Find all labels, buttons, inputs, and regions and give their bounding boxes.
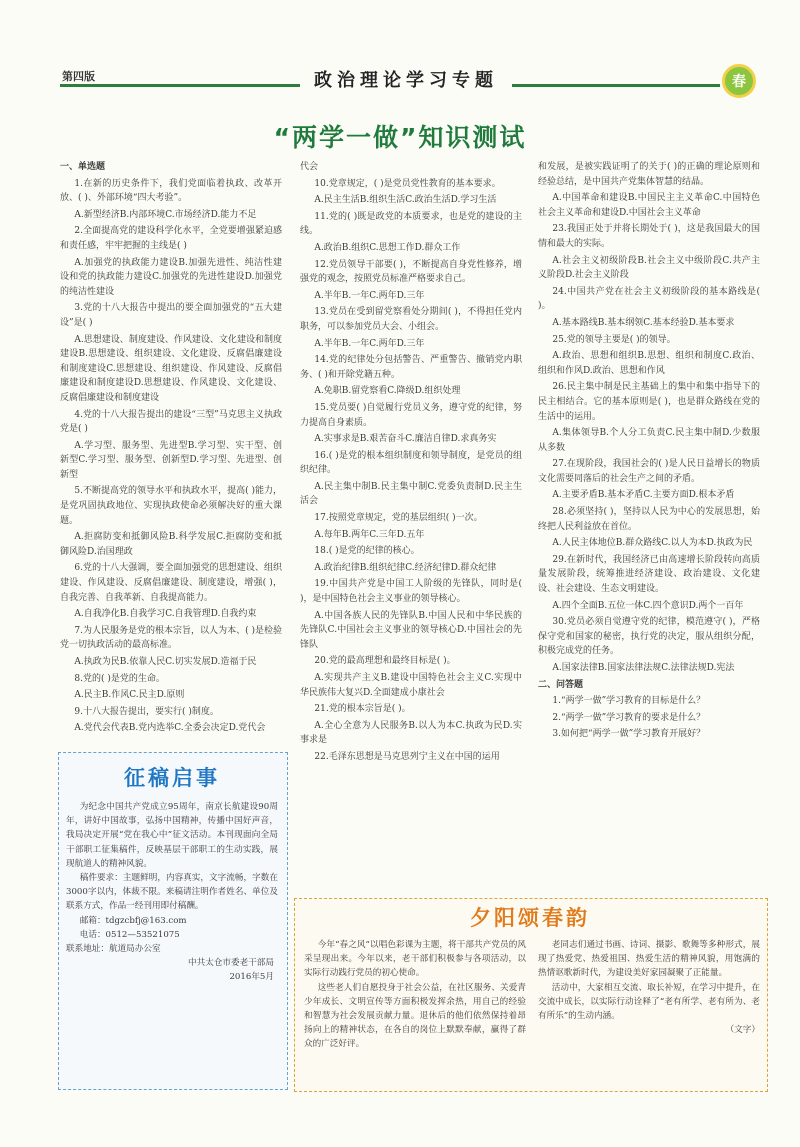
quiz-text: 29.在新时代，我国经济已由高速增长阶段转向高质量发展阶段，统筹推进经济建设、政治建设、文化建设、社会建设、生态文明建设。: [538, 554, 760, 595]
quiz-column-3: [538, 160, 760, 744]
quiz-text: A.加强党的执政能力建设B.加强先进性、纯洁性建设和党的执政能力建设C.加强党的先进性建设D.加强党的纯洁性建设: [60, 257, 282, 297]
quiz-text: A.免职B.留党察看C.降级D.组织处理: [314, 386, 461, 397]
quiz-text: A.每年B.两年C.三年D.五年: [314, 529, 425, 540]
poem-paragraph: 活动中，大家相互交流、取长补短，在学习中提升，在交流中成长，以实际行动诠释了“老有所学、老有所为、老有所乐”的生动内涵。: [538, 982, 760, 1022]
section-heading: 二、问答题: [538, 679, 584, 690]
notice-paragraph: 稿件要求：主题鲜明，内容真实，文字流畅，字数在3000字以内，体裁不限。来稿请注明作者姓名、单位及联系方式，作品一经刊用即付稿酬。: [66, 873, 278, 912]
quiz-text: A.社会主义初级阶段B.社会主义中级阶段C.共产主义阶段D.社会主义阶段: [538, 255, 760, 281]
quiz-text: 19.中国共产党是中国工人阶级的先锋队，同时是( )，是中国特色社会主义事业的领导核心。: [300, 579, 522, 605]
quiz-text: A.思想建设、制度建设、作风建设、文化建设和制度建设B.思想建设、组织建设、文化建设、反腐倡廉建设和制度建设C.思想建设、组织建设、作风建设、反腐倡廉建设和制度建设D.思想建设、作风建设、文化建设、反腐倡廉建设和制度建设: [60, 334, 282, 403]
quiz-text: 6.党的十八大强调，要全面加强党的思想建设、组织建设、作风建设、反腐倡廉建设、制度建设，增强( )，自我完善、自我革新、自我提高能力。: [60, 563, 282, 603]
quiz-text: 16.( )是党的根本组织制度和领导制度，是党员的组织纪律。: [300, 450, 522, 476]
quiz-text: 12.党员领导干部要( )，不断提高自身党性修养，增强党的观念，按照党员标准严格要求自己。: [300, 259, 522, 285]
quiz-text: 5.不断提高党的领导水平和执政水平，提高( )能力，是党巩固执政地位、实现执政使命必须解决好的重大课题。: [60, 486, 282, 526]
quiz-text: A.基本路线B.基本纲领C.基本经验D.基本要求: [552, 317, 735, 328]
quiz-text: 24.中国共产党在社会主义初级阶段的基本路线是( )。: [538, 286, 760, 312]
poem-paragraph: 老同志们通过书画、诗词、摄影、歌舞等多种形式，展现了热爱党、热爱祖国、热爱生活的精神风貌，用饱满的热情讴歌新时代，为建设美好家园凝聚了正能量。: [538, 940, 760, 979]
quiz-question: 3.如何把“两学一做”学习教育开展好？: [552, 729, 706, 740]
quiz-text: 8.党的( )是党的生命。: [74, 673, 165, 684]
quiz-column-1: [60, 160, 282, 738]
quiz-text: A.民主集中制B.民主集中制C.党委负责制D.民主生活会: [300, 481, 522, 507]
quiz-text: 23.我国正处于并将长期处于( )，这是我国最大的国情和最大的实际。: [538, 224, 760, 249]
quiz-question: 1.“两学一做”学习教育的目标是什么？: [552, 696, 706, 707]
quiz-text: 10.党章规定，( )是党员党性教育的基本要求。: [314, 178, 501, 189]
notice-title: 征稿启事: [124, 766, 220, 790]
quiz-text: A.四个全面B.五位一体C.四个意识D.两个一百年: [552, 600, 744, 611]
quiz-text: A.半年B.一年C.两年D.三年: [314, 290, 425, 301]
quiz-text: A.政治纪律B.组织纪律C.经济纪律D.群众纪律: [314, 562, 497, 573]
quiz-text: A.国家法律B.国家法律法规C.法律法规D.宪法: [552, 663, 735, 673]
quiz-column-2: [300, 160, 522, 767]
quiz-text: 11.党的( )既是政党的本质要求，也是党的建设的主线。: [300, 211, 522, 237]
poem-column-2: [538, 938, 760, 1037]
quiz-text: A.执政为民B.依靠人民C.切实发展D.造福于民: [74, 657, 257, 667]
quiz-text: 22.毛泽东思想是马克思列宁主义在中国的运用: [314, 751, 500, 762]
poem-column-1: [304, 938, 526, 1052]
notice-email: 邮箱：tdgzcbfj@163.com: [79, 915, 187, 926]
quiz-text: A.主要矛盾B.基本矛盾C.主要方面D.根本矛盾: [552, 490, 735, 501]
quiz-text: A.自我净化B.自我学习C.自我管理D.自我约束: [74, 609, 257, 620]
edition-label: 第四版: [62, 70, 95, 83]
quiz-text: 26.民主集中制是民主基础上的集中和集中指导下的民主相结合。它的基本原则是( )，也是群众路线在党的生活中的运用。: [538, 382, 760, 422]
quiz-text: 代会: [300, 162, 319, 172]
quiz-text: A.中国各族人民的先锋队B.中国人民和中华民族的先锋队C.中国社会主义事业的领导核心D.中国社会的先锋队: [300, 610, 522, 650]
quiz-text: 和发展，是被实践证明了的关于( )的正确的理论原则和经验总结，是中国共产党集体智慧的结晶。: [538, 162, 760, 187]
column-title: 政治理论学习专题: [300, 66, 512, 92]
notice-body: [66, 800, 278, 985]
notice-signature: 中共太仓市委老干部局: [188, 958, 274, 969]
notice-paragraph: 为纪念中国共产党成立95周年，南京长航建设90周年，讲好中国故事，弘扬中国精神，传播中国好声音，我局决定开展“党在我心中”征文活动。本刊现面向全局干部职工征集稿件，反映基层干部职工的生动实践，展现航道人的精神风貌。: [66, 802, 278, 869]
quiz-text: 21.党的根本宗旨是( )。: [314, 704, 411, 715]
quiz-text: 13.党员在受到留党察看处分期间( )，不得担任党内职务，可以参加党员大会、小组会。: [300, 307, 522, 332]
quiz-text: A.全心全意为人民服务B.以人为本C.执政为民D.实事求是: [300, 720, 522, 746]
poem-paragraph: 这些老人们自愿投身于社会公益，在社区服务、关爱青少年成长、文明宣传等方面积极发挥余热，用自己的经验和智慧为社会发展贡献力量。退休后的他们依然保持着昂扬向上的精神状态，在各自的岗位上默默奉献，赢得了群众的广泛好评。: [304, 982, 526, 1050]
section-heading: 一、单选题: [60, 162, 106, 172]
quiz-text: 25.党的领导主要是( )的领导。: [552, 334, 676, 345]
quiz-text: A.实现共产主义B.建设中国特色社会主义C.实现中华民族伟大复兴D.全面建成小康社会: [300, 673, 522, 698]
quiz-text: A.学习型、服务型、先进型B.学习型、实干型、创新型C.学习型、服务型、创新型D.学习型、先进型、创新型: [60, 440, 282, 480]
quiz-text: A.中国革命和建设B.中国民主主义革命C.中国特色社会主义革命和建设D.中国社会主义革命: [538, 193, 760, 218]
notice-phone: 电话：0512—53521075: [79, 929, 180, 940]
quiz-text: 14.党的纪律处分包括警告、严重警告、撤销党内职务、( )和开除党籍五种。: [300, 355, 522, 380]
quiz-text: A.集体领导B.个人分工负责C.民主集中制D.少数服从多数: [538, 428, 760, 453]
notice-address: 联系地址：航道局办公室: [66, 944, 161, 955]
quiz-text: 27.在现阶段，我国社会的( )是人民日益增长的物质文化需要同落后的社会生产之间的矛盾。: [538, 459, 760, 484]
quiz-text: 7.为人民服务是党的根本宗旨，以人为本、( )是检验党一切执政活动的最高标准。: [60, 625, 282, 651]
quiz-text: A.政治、思想和组织B.思想、组织和制度C.政治、组织和作风D.政治、思想和作风: [538, 351, 760, 376]
quiz-text: 3.党的十八大报告中提出的要全面加强党的“五大建设”是( ): [60, 303, 282, 328]
quiz-text: 20.党的最高理想和最终目标是( )。: [314, 656, 456, 667]
quiz-text: 2.全面提高党的建设科学化水平，全党要增强紧迫感和责任感，牢牢把握的主线是( ): [60, 226, 282, 251]
quiz-text: 30.党员必须自觉遵守党的纪律，模范遵守( )，严格保守党和国家的秘密，执行党的决定，服从组织分配，积极完成党的任务。: [538, 617, 760, 657]
quiz-text: A.政治B.组织C.思想工作D.群众工作: [314, 242, 461, 253]
quiz-text: 4.党的十八大报告提出的建设“三型”马克思主义执政党是( ): [60, 409, 282, 435]
quiz-text: 1.在新的历史条件下，我们党面临着执政、改革开放、( )、外部环境“四大考验”。: [60, 178, 282, 204]
quiz-text: 28.必须坚持( )，坚持以人民为中心的发展思想，始终把人民利益放在首位。: [538, 507, 760, 532]
poem-paragraph: 今年“春之风”以唱色彩课为主题，将干部共产党员的风采呈现出来。今年以来，老干部们积极参与各项活动，以实际行动践行党员的初心使命。: [304, 940, 526, 979]
quiz-text: A.半年B.一年C.两年D.三年: [314, 338, 425, 349]
notice-date: 2016年5月: [229, 972, 274, 983]
quiz-text: A.拒腐防变和抵御风险B.科学发展C.拒腐防变和抵御风险D.治国理政: [60, 532, 282, 557]
page-title: “两学一做”知识测试: [273, 123, 527, 152]
quiz-text: 18.( )是党的纪律的核心。: [314, 546, 420, 557]
quiz-text: 15.党员要( )自觉履行党员义务，遵守党的纪律，努力提高自身素质。: [300, 402, 522, 428]
quiz-text: 9.十八大报告提出，要实行( )制度。: [74, 706, 219, 717]
quiz-text: A.民主B.作风C.民主D.原则: [74, 690, 185, 701]
quiz-text: A.人民主体地位B.群众路线C.以人为本D.执政为民: [552, 538, 753, 549]
quiz-text: A.党代会代表B.党内选举C.全委会决定D.党代会: [74, 723, 266, 734]
quiz-text: A.民主生活B.组织生活C.政治生活D.学习生活: [314, 195, 497, 206]
spring-logo-icon: 春: [722, 64, 756, 98]
quiz-text: A.新型经济B.内部环境C.市场经济D.能力不足: [74, 209, 257, 220]
poem-section-title: 夕阳颂春韵: [470, 906, 590, 930]
quiz-text: A.实事求是B.艰苦奋斗C.廉洁自律D.求真务实: [314, 434, 497, 445]
quiz-text: 17.按照党章规定，党的基层组织( )一次。: [314, 513, 483, 524]
poem-author: （文字）: [725, 1025, 760, 1036]
quiz-question: 2.“两学一做”学习教育的要求是什么？: [552, 712, 706, 723]
